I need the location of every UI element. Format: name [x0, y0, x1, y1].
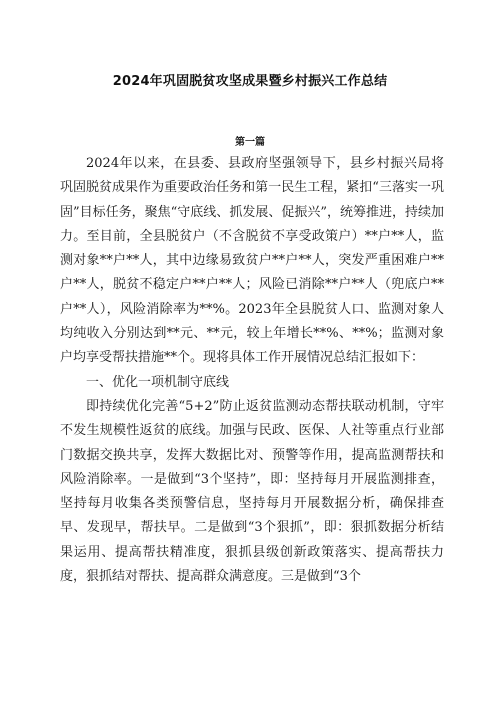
intro-paragraph: 2024年以来，在县委、县政府坚强领导下，县乡村振兴局将巩固脱贫成果作为重要政治任务和第一民生工程，紧扣“三落实一巩固”目标任务，聚焦“守底线、抓发展、促振兴”，统筹推进，持续加力。至目前，全县脱贫户（不含脱贫不享受政策户）**户**人，监测对象**户**人，其中边缘易致贫户**户**人，突发严重困难户**户**人，脱贫不稳定户**户**人；风险已消除**户**人（兜底户**户**人），风险消除率为**%。2023年全县脱贫人口、监测对象人均纯收入分别达到**元、**元，较上年增长**%、**%；监测对象户均享受帮扶措施**个。现将具体工作开展情况总结汇报如下：: [60, 156, 444, 366]
document-title: 2024年巩固脱贫攻坚成果暨乡村振兴工作总结: [112, 74, 388, 89]
section-label: 第一篇: [235, 137, 265, 148]
document-body: [60, 152, 444, 589]
section-heading: 一、优化一项机制守底线: [86, 374, 230, 390]
body-paragraph: 即持续优化完善“5+2”防止返贫监测动态帮扶联动机制，守牢不发生规模性返贫的底线。加强与民政、医保、人社等重点行业部门数据交换共享，发挥大数据比对、预警等作用，提高监测帮扶和风险消除率。一是做到“3个坚持”，即：坚持每月开展监测排查，坚持每月收集各类预警信息，坚持每月开展数据分析，确保排查早、发现早，帮扶早。二是做到“3个狠抓”，即：狠抓数据分析结果运用、提高帮扶精准度，狠抓县级创新政策落实、提高帮扶力度，狠抓结对帮扶、提高群众满意度。三是做到“3个: [60, 398, 444, 585]
